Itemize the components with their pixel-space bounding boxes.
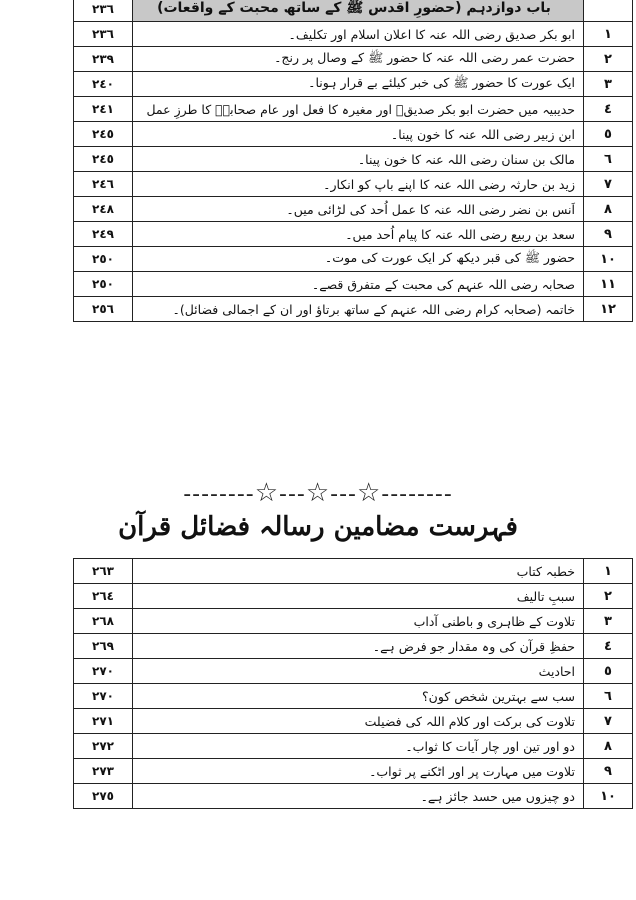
divider-dashes-right: -------- [381, 482, 453, 507]
page-number: ٢٦٣ [74, 559, 133, 584]
star-icon: ☆ [305, 478, 331, 508]
table-row [74, 122, 633, 147]
entry-number: ٣ [584, 72, 633, 97]
entry-text: ایک عورت کا حضور ﷺ کی خبر کیلئے بے قرار ہونا۔ [133, 72, 584, 97]
chapter-title: باب دوازدہم (حضورِ اقدس ﷺ کے ساتھ محبت کے واقعات) [133, 0, 584, 22]
entry-text: دو اور تین اور چار آیات کا ثواب۔ [133, 734, 584, 759]
section-12-rows [74, 22, 633, 322]
page-number: ٢٦٤ [74, 584, 133, 609]
table-row [74, 684, 633, 709]
table-row [74, 22, 633, 47]
entry-number: ٢ [584, 47, 633, 72]
entry-number: ٦ [584, 147, 633, 172]
table-row [74, 197, 633, 222]
quran-rows [74, 559, 633, 809]
entry-number: ٧ [584, 709, 633, 734]
entry-text: خطبہ کتاب [133, 559, 584, 584]
page-number: ٢٧٣ [74, 759, 133, 784]
page-number: ٢٤١ [74, 97, 133, 122]
chapter-page-number: ٢٣٦ [74, 0, 133, 22]
star-divider [0, 478, 636, 508]
entry-text: حدیبیہ میں حضرت ابو بکر صدیقؓ اور مغیرہ کا فعل اور عام صحابہؓ کا طرزِ عمل [133, 97, 584, 122]
table-row [74, 634, 633, 659]
page-number: ٢٤٠ [74, 72, 133, 97]
star-icon: ☆ [254, 478, 280, 508]
page-number: ٢٧٠ [74, 659, 133, 684]
entry-number: ٦ [584, 684, 633, 709]
entry-text: تلاوت کی برکت اور کلام اللہ کی فضیلت [133, 709, 584, 734]
entry-text: ابن زبیر رضی اللہ عنہ کا خون پینا۔ [133, 122, 584, 147]
entry-text: تلاوت میں مہارت پر اور اٹکنے پر ثواب۔ [133, 759, 584, 784]
page-number: ٢٤٩ [74, 222, 133, 247]
entry-number: ٥ [584, 122, 633, 147]
table-row [74, 759, 633, 784]
table-row [74, 297, 633, 322]
entry-text: ابو بکر صدیق رضی اللہ عنہ کا اعلان اسلام اور تکلیف۔ [133, 22, 584, 47]
entry-text: خاتمہ (صحابہ کرام رضی اللہ عنہم کے ساتھ برتاؤ اور ان کے اجمالی فضائل)۔ [133, 297, 584, 322]
table-row [74, 72, 633, 97]
entry-number: ٩ [584, 222, 633, 247]
star-icon: ☆ [356, 478, 382, 508]
page-number: ٢٧٠ [74, 684, 133, 709]
entry-number: ٨ [584, 734, 633, 759]
table-row [74, 709, 633, 734]
table-row [74, 272, 633, 297]
entry-text: دو چیزوں میں حسد جائز ہے۔ [133, 784, 584, 809]
page-number: ٢٣٩ [74, 47, 133, 72]
page-number: ٢٦٩ [74, 634, 133, 659]
entry-number: ٩ [584, 759, 633, 784]
entry-text: سب سے بہترین شخص کون؟ [133, 684, 584, 709]
page-number: ٢٧٢ [74, 734, 133, 759]
quran-contents-title: فہرست مضامین رسالہ فضائل قرآن [118, 512, 518, 542]
table-row [74, 47, 633, 72]
page-number: ٢٥٠ [74, 272, 133, 297]
entry-number: ١٢ [584, 297, 633, 322]
divider-dashes-mid: --- [279, 482, 306, 507]
entry-number: ٤ [584, 634, 633, 659]
entry-text: احادیث [133, 659, 584, 684]
contents-table-quran [73, 558, 633, 809]
table-row [74, 172, 633, 197]
page-number: ٢٥٦ [74, 297, 133, 322]
table-row [74, 559, 633, 584]
page-number: ٢٣٦ [74, 22, 133, 47]
entry-number: ١٠ [584, 784, 633, 809]
page-number: ٢٤٥ [74, 122, 133, 147]
entry-number: ٥ [584, 659, 633, 684]
table-row [74, 247, 633, 272]
page-number: ٢٥٠ [74, 247, 133, 272]
table-row [74, 97, 633, 122]
table-row [74, 147, 633, 172]
entry-text: اَنس بن نضر رضی اللہ عنہ کا عمل اُحد کی لڑائی میں۔ [133, 197, 584, 222]
entry-number: ١ [584, 559, 633, 584]
entry-text: زید بن حارثہ رضی اللہ عنہ کا اپنے باپ کو انکار۔ [133, 172, 584, 197]
page-number: ٢٤٥ [74, 147, 133, 172]
entry-number: ٢ [584, 584, 633, 609]
entry-number: ١١ [584, 272, 633, 297]
page-number: ٢٧١ [74, 709, 133, 734]
entry-text: صحابہ رضی اللہ عنہم کی محبت کے متفرق قصے۔ [133, 272, 584, 297]
table-row [74, 609, 633, 634]
table-row [74, 734, 633, 759]
entry-text: تلاوت کے ظاہری و باطنی آداب [133, 609, 584, 634]
entry-text: مالک بن سنان رضی اللہ عنہ کا خون پینا۔ [133, 147, 584, 172]
table-row [74, 784, 633, 809]
entry-number: ٤ [584, 97, 633, 122]
table-row [74, 584, 633, 609]
contents-table-section-12 [73, 0, 633, 322]
entry-text: حضور ﷺ کی قبر دیکھ کر ایک عورت کی موت۔ [133, 247, 584, 272]
page-number: ٢٧٥ [74, 784, 133, 809]
page-number: ٢٤٨ [74, 197, 133, 222]
page-number: ٢٦٨ [74, 609, 133, 634]
entry-number: ١ [584, 22, 633, 47]
entry-text: حفظِ قرآن کی وہ مقدار جو فرض ہے۔ [133, 634, 584, 659]
entry-number: ٨ [584, 197, 633, 222]
entry-text: سعد بن ربیع رضی اللہ عنہ کا پیام اُحد میں۔ [133, 222, 584, 247]
table-row [74, 659, 633, 684]
entry-number: ٣ [584, 609, 633, 634]
table-row [74, 222, 633, 247]
entry-text: حضرت عمر رضی اللہ عنہ کا حضور ﷺ کے وصال پر رنج۔ [133, 47, 584, 72]
entry-number: ١٠ [584, 247, 633, 272]
entry-text: سببِ تالیف [133, 584, 584, 609]
divider-dashes-mid: --- [330, 482, 357, 507]
entry-number: ٧ [584, 172, 633, 197]
chapter-header-row [74, 0, 633, 22]
page-number: ٢٤٦ [74, 172, 133, 197]
divider-dashes-left: -------- [183, 482, 255, 507]
chapter-number-blank [584, 0, 633, 22]
